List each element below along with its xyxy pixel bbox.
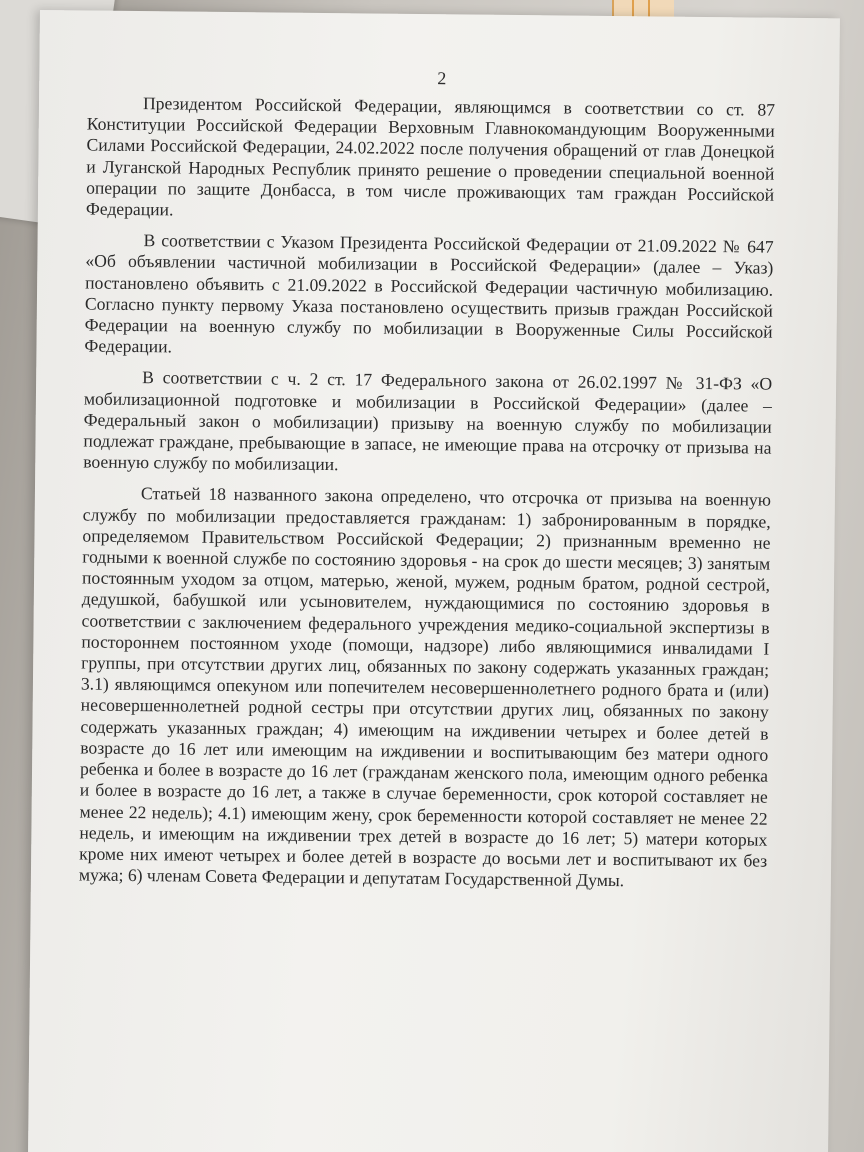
page-number: 2 [437,68,447,89]
document-body [79,92,775,902]
paragraph-federal-law: В соответствии с ч. 2 ст. 17 Федерального закона от 26.02.1997 № 31-ФЗ «О мобилизационной подготовке и мобилизации в Российской Федерации» (далее – Федеральный закон о мобилизации) призыву на военную службу по мобилизации подлежат граждане, пребывающие в запасе, не имеющие права на отсрочку от призыва на военную службу по мобилизации. [83,367,773,475]
document-page [28,10,840,1152]
paragraph-deferment-article-18: Статьей 18 названного закона определено, что отсрочка от призыва на военную службу по мобилизации предоставляется гражданам: 1) забронированным в порядке, определяемом Правительством Российской Федерации; 2) признанным временно не годными к военной службе по состоянию здоровья - на срок до шести месяцев; 3) занятым постоянным уходом за отцом, матерью, женой, мужем, родным братом, родной сестрой, дедушкой, бабушкой или усыновителем, нуждающимися по состоянию здоровья в соответствии с заключением федерального учреждения медико-социальной экспертизы в постороннем постоянном уходе (помощи, надзоре) либо являющимися инвалидами I группы, при отсутствии других лиц, обязанных по закону содержать указанных граждан; 3.1) являющимся опекуном или попечителем несовершеннолетнего родного брата и (или) несовершеннолетней родной сестры при отсутствии других лиц, обязанных по закону содержать указанных граждан; 4) имеющим на иждивении четырех и более детей в возрасте до 16 лет или имеющим на иждивении и воспитывающим без матери одного ребенка и более в возрасте до 16 лет (гражданам женского пола, имеющим одного ребенка и более в возрасте до 16 лет, а также в случае беременности, срок которой составляет не менее 22 недель); 4.1) имеющим жену, срок беременности которой составляет не менее 22 недель, и имеющим на иждивении трех детей в возрасте до 16 лет; 5) матери которых кроме них имеют четырех и более детей в возрасте до восьми лет и воспитывают их без мужа; 6) членам Совета Федерации и депутатам Государственной Думы. [78,483,772,891]
paragraph-special-operation: Президентом Российской Федерации, являющимся в соответствии со ст. 87 Конституции Российской Федерации Верховным Главнокомандующим Вооруженными Силами Российской Федерации, 24.02.2022 после получения обращений от глав Донецкой и Луганской Народных Республик принято решение о проведении специальной военной операции по защите Донбасса, в том числе проживающих там граждан Российской Федерации. [85,93,776,220]
paragraph-mobilization-decree: В соответствии с Указом Президента Российской Федерации от 21.09.2022 № 647 «Об объявлении частичной мобилизации в Российской Федерации» (далее – Указ) постановлено объявить с 21.09.2022 в Российской Федерации частичную мобилизацию. Согласно пункту первому Указа постановлено осуществить призыв граждан Российской Федерации на военную службу по мобилизации в Вооруженные Силы Российской Федерации. [84,230,774,357]
